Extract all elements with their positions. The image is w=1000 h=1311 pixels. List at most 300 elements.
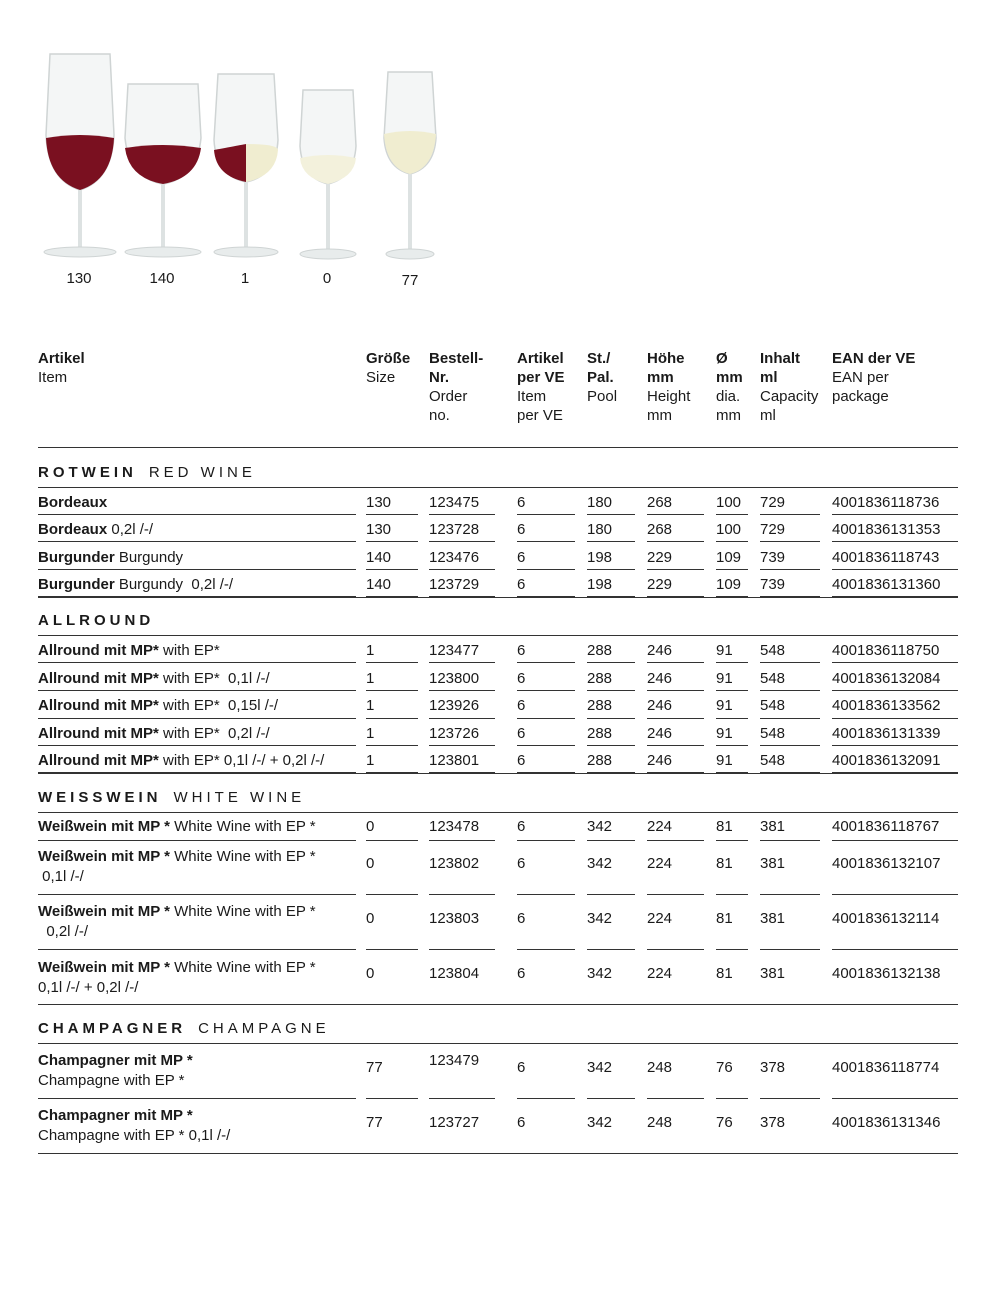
item-name-line2: 0,2l /-/ [38, 923, 89, 940]
cell-dia: 91 [716, 752, 733, 769]
header-label: Größe [366, 350, 411, 367]
cell-pal: 342 [587, 855, 613, 872]
cell-ean: 4001836118767 [832, 818, 940, 835]
table-row [0, 516, 1000, 542]
header-label: Pool [587, 388, 618, 405]
header-label: Bestell- [429, 350, 484, 367]
row-underline [517, 1098, 575, 1099]
glass-size-label: 130 [66, 270, 92, 287]
cell-height: 229 [647, 576, 673, 593]
cell-cap: 548 [760, 697, 786, 714]
row-underline [517, 541, 575, 542]
cell-size: 130 [366, 521, 392, 538]
row-underline [587, 894, 635, 895]
cell-dia: 91 [716, 697, 733, 714]
row-underline [647, 662, 704, 663]
item-name-detail: with EP* 0,1l /-/ [158, 670, 270, 687]
header-inhalt [760, 349, 818, 425]
row-underline [760, 514, 820, 515]
row-underline [716, 949, 748, 950]
cell-per-ve: 6 [517, 752, 526, 769]
item-name-bold: Allround mit MP* [38, 697, 159, 714]
cell-per-ve: 6 [517, 670, 526, 687]
cell-height: 224 [647, 818, 673, 835]
cell-name [38, 641, 220, 661]
cell-ean: 4001836131353 [832, 521, 941, 538]
cell-height: 246 [647, 642, 673, 659]
glass-size-label: 77 [401, 272, 419, 289]
header-label: dia. [716, 388, 741, 405]
item-name-line2: 0,1l /-/ [38, 868, 84, 885]
header-label: Inhalt [760, 350, 800, 367]
row-underline [832, 541, 958, 542]
cell-size: 0 [366, 855, 375, 872]
section-subtitle: WHITE WINE [173, 789, 306, 806]
header-label: Nr. [429, 369, 450, 386]
cell-per-ve: 6 [517, 725, 526, 742]
cell-cap: 378 [760, 1114, 786, 1131]
header-label: package [832, 388, 889, 405]
item-name-detail: with EP* 0,2l /-/ [158, 725, 270, 742]
cell-dia: 91 [716, 670, 733, 687]
cell-order: 123802 [429, 855, 480, 872]
cell-name [38, 1106, 230, 1146]
row-underline [587, 541, 635, 542]
item-name-detail: White Wine with EP * [169, 848, 316, 865]
cell-size: 1 [366, 697, 375, 714]
cell-per-ve: 6 [517, 642, 526, 659]
cell-ean: 4001836131339 [832, 725, 941, 742]
cell-ean: 4001836132107 [832, 855, 941, 872]
item-name-detail: Burgundy 0,2l /-/ [114, 576, 234, 593]
cell-name [38, 902, 316, 942]
cell-size: 1 [366, 642, 375, 659]
cell-cap: 729 [760, 494, 786, 511]
cell-per-ve: 6 [517, 576, 526, 593]
cell-name [38, 575, 233, 595]
table-row [0, 719, 1000, 746]
row-underline [517, 514, 575, 515]
row-underline [716, 662, 748, 663]
row-underline [517, 662, 575, 663]
header-label: Pal. [587, 369, 614, 386]
item-name-detail: with EP* 0,1l /-/ + 0,2l /-/ [158, 752, 325, 769]
row-underline [760, 1098, 820, 1099]
row-underline [832, 949, 958, 950]
header-bestell [429, 349, 483, 425]
header-dia [716, 349, 743, 425]
cell-ean: 4001836131360 [832, 576, 941, 593]
header-st-pal [587, 349, 617, 406]
cell-dia: 91 [716, 642, 733, 659]
cell-name [38, 751, 324, 771]
cell-size: 77 [366, 1114, 383, 1131]
item-name-detail: White Wine with EP * [169, 818, 316, 835]
header-label: ml [760, 407, 776, 424]
cell-ean: 4001836132138 [832, 965, 941, 982]
table-row [0, 841, 1000, 895]
cell-order: 123804 [429, 965, 480, 982]
row-underline [366, 1098, 418, 1099]
row-underline [760, 949, 820, 950]
row-underline [587, 514, 635, 515]
table-row [0, 896, 1000, 950]
item-name-detail: with EP* 0,15l /-/ [158, 697, 279, 714]
cell-dia: 81 [716, 818, 733, 835]
item-name-bold: Allround mit MP* [38, 670, 159, 687]
row-underline [366, 949, 418, 950]
cell-name [38, 669, 270, 689]
table-row [0, 814, 1000, 841]
glass-size-label: 0 [322, 270, 332, 287]
cell-pal: 288 [587, 670, 613, 687]
cell-size: 1 [366, 670, 375, 687]
cell-per-ve: 6 [517, 910, 526, 927]
cell-size: 1 [366, 752, 375, 769]
row-underline [429, 514, 495, 515]
cell-per-ve: 6 [517, 697, 526, 714]
header-label: per VE [517, 407, 563, 424]
table-row [0, 1045, 1000, 1099]
cell-size: 1 [366, 725, 375, 742]
cell-size: 0 [366, 965, 375, 982]
cell-name [38, 1051, 193, 1091]
table-row [0, 691, 1000, 719]
cell-order: 123729 [429, 576, 480, 593]
header-label: mm [647, 369, 674, 386]
row-underline [760, 894, 820, 895]
cell-cap: 381 [760, 910, 786, 927]
cell-pal: 198 [587, 549, 613, 566]
glass-allround-image [210, 70, 282, 262]
item-name-detail: with EP* [158, 642, 220, 659]
cell-dia: 91 [716, 725, 733, 742]
row-underline [760, 541, 820, 542]
cell-order: 123728 [429, 521, 480, 538]
cell-height: 224 [647, 965, 673, 982]
item-name-line2: 0,1l /-/ + 0,2l /-/ [38, 979, 139, 996]
item-name-detail: White Wine with EP * [169, 959, 316, 976]
row-underline [429, 1098, 495, 1099]
cell-pal: 342 [587, 1114, 613, 1131]
cell-dia: 81 [716, 855, 733, 872]
cell-size: 140 [366, 549, 392, 566]
row-underline [366, 894, 418, 895]
item-name-bold: Bordeaux [38, 494, 108, 511]
cell-per-ve: 6 [517, 521, 526, 538]
header-label: Item [38, 369, 68, 386]
cell-pal: 342 [587, 1059, 613, 1076]
row-underline [832, 1098, 958, 1099]
cell-pal: 198 [587, 576, 613, 593]
header-label: no. [429, 407, 450, 424]
cell-name [38, 548, 183, 568]
item-name-detail: White Wine with EP * [169, 903, 316, 920]
cell-ean: 4001836118743 [832, 549, 940, 566]
row-underline [429, 894, 495, 895]
cell-order: 123801 [429, 752, 480, 769]
row-underline [38, 1098, 356, 1099]
row-underline [366, 541, 418, 542]
cell-cap: 548 [760, 752, 786, 769]
cell-ean: 4001836118736 [832, 494, 940, 511]
cell-pal: 288 [587, 697, 613, 714]
cell-name [38, 847, 316, 887]
header-label: per VE [517, 369, 565, 386]
item-name-bold: Allround mit MP* [38, 642, 159, 659]
cell-cap: 548 [760, 642, 786, 659]
cell-height: 246 [647, 697, 673, 714]
cell-per-ve: 6 [517, 1059, 526, 1076]
item-name-detail: Burgundy [114, 549, 184, 566]
section-subtitle: RED WINE [148, 464, 256, 481]
cell-height: 268 [647, 521, 673, 538]
item-name-bold: Allround mit MP* [38, 752, 159, 769]
cell-cap: 381 [760, 965, 786, 982]
header-artikel [38, 349, 85, 387]
cell-order: 123726 [429, 725, 480, 742]
section-divider [38, 1043, 958, 1044]
row-underline [517, 949, 575, 950]
item-name-bold: Champagner mit MP * [38, 1107, 193, 1124]
row-underline [716, 894, 748, 895]
cell-ean: 4001836132114 [832, 910, 940, 927]
cell-per-ve: 6 [517, 549, 526, 566]
cell-height: 246 [647, 752, 673, 769]
cell-cap: 739 [760, 576, 786, 593]
header-label: EAN der VE [832, 350, 916, 367]
cell-pal: 342 [587, 965, 613, 982]
section-bottom-divider [38, 597, 958, 598]
cell-height: 229 [647, 549, 673, 566]
row-underline [716, 541, 748, 542]
cell-order: 123479 [429, 1052, 480, 1069]
header-ean [832, 349, 915, 406]
header-label: Artikel [517, 350, 564, 367]
cell-size: 0 [366, 910, 375, 927]
item-name-line2: Champagne with EP * [38, 1072, 185, 1089]
cell-height: 224 [647, 855, 673, 872]
cell-ean: 4001836132084 [832, 670, 941, 687]
cell-dia: 100 [716, 521, 742, 538]
item-name-bold: Bordeaux [38, 521, 108, 538]
row-underline [366, 662, 418, 663]
cell-dia: 76 [716, 1059, 733, 1076]
item-name-line2: Champagne with EP * 0,1l /-/ [38, 1127, 231, 1144]
cell-cap: 381 [760, 855, 786, 872]
section-title: ALLROUND [38, 612, 155, 629]
cell-cap: 739 [760, 549, 786, 566]
cell-order: 123478 [429, 818, 480, 835]
section-divider [38, 812, 958, 813]
cell-order: 123477 [429, 642, 480, 659]
row-underline [587, 662, 635, 663]
cell-ean: 4001836118750 [832, 642, 940, 659]
glass-size-label: 140 [149, 270, 175, 287]
header-divider [38, 447, 958, 448]
item-name-bold: Weißwein mit MP * [38, 848, 170, 865]
table-row [0, 489, 1000, 515]
header-label: Artikel [38, 350, 85, 367]
cell-cap: 548 [760, 725, 786, 742]
cell-height: 268 [647, 494, 673, 511]
header-label: mm [716, 407, 741, 424]
item-name-bold: Allround mit MP* [38, 725, 159, 742]
cell-dia: 81 [716, 910, 733, 927]
row-underline [647, 894, 704, 895]
cell-name [38, 696, 278, 716]
header-label: Order [429, 388, 468, 405]
header-label: St./ [587, 350, 611, 367]
row-underline [429, 662, 495, 663]
section-weisswein [38, 789, 305, 806]
cell-size: 130 [366, 494, 392, 511]
cell-per-ve: 6 [517, 1114, 526, 1131]
cell-cap: 548 [760, 670, 786, 687]
row-underline [587, 949, 635, 950]
row-underline [38, 662, 356, 663]
row-underline [38, 541, 356, 542]
cell-pal: 180 [587, 521, 613, 538]
row-underline [716, 1098, 748, 1099]
cell-size: 77 [366, 1059, 383, 1076]
table-row [0, 746, 1000, 773]
row-underline [832, 662, 958, 663]
cell-cap: 381 [760, 818, 786, 835]
section-title: ROTWEIN [38, 464, 137, 481]
cell-size: 140 [366, 576, 392, 593]
cell-dia: 109 [716, 549, 742, 566]
row-underline [832, 894, 958, 895]
section-title: WEISSWEIN [38, 789, 162, 806]
header-label: Ø [716, 350, 728, 367]
glass-weisswein-image [296, 86, 360, 262]
cell-order: 123475 [429, 494, 480, 511]
cell-order: 123800 [429, 670, 480, 687]
row-underline [647, 1098, 704, 1099]
cell-per-ve: 6 [517, 494, 526, 511]
table-row [0, 543, 1000, 570]
cell-order: 123476 [429, 549, 480, 566]
row-underline [429, 541, 495, 542]
row-underline [647, 541, 704, 542]
cell-ean: 4001836132091 [832, 752, 941, 769]
cell-height: 246 [647, 725, 673, 742]
table-row [0, 951, 1000, 1005]
section-allround [38, 612, 154, 629]
item-name-bold: Burgunder [38, 549, 115, 566]
row-underline [647, 949, 704, 950]
table-row [0, 664, 1000, 691]
header-hoehe [647, 349, 690, 425]
cell-pal: 180 [587, 494, 613, 511]
cell-pal: 288 [587, 642, 613, 659]
cell-height: 224 [647, 910, 673, 927]
cell-pal: 288 [587, 752, 613, 769]
table-row [0, 637, 1000, 663]
item-name-bold: Burgunder [38, 576, 115, 593]
row-underline [587, 1098, 635, 1099]
cell-dia: 76 [716, 1114, 733, 1131]
cell-ean: 4001836133562 [832, 697, 941, 714]
header-label: mm [647, 407, 672, 424]
row-underline [517, 894, 575, 895]
header-label: Höhe [647, 350, 685, 367]
item-name-bold: Champagner mit MP * [38, 1052, 193, 1069]
item-name-bold: Weißwein mit MP * [38, 903, 170, 920]
table-row [0, 1100, 1000, 1154]
header-label: EAN per [832, 369, 889, 386]
cell-name [38, 493, 107, 513]
table-row [0, 570, 1000, 597]
header-label: Item [517, 388, 547, 405]
cell-per-ve: 6 [517, 855, 526, 872]
cell-name [38, 958, 316, 998]
section-bottom-divider [38, 1153, 958, 1154]
cell-dia: 81 [716, 965, 733, 982]
row-underline [429, 949, 495, 950]
cell-name [38, 817, 316, 837]
glass-bordeaux-image [40, 40, 120, 260]
cell-cap: 378 [760, 1059, 786, 1076]
row-underline [38, 894, 356, 895]
section-subtitle: CHAMPAGNE [198, 1020, 330, 1037]
cell-ean: 4001836131346 [832, 1114, 941, 1131]
row-underline [716, 514, 748, 515]
cell-height: 248 [647, 1059, 673, 1076]
header-label: Height [647, 388, 691, 405]
section-bottom-divider [38, 773, 958, 774]
section-bottom-divider [38, 1004, 958, 1005]
row-underline [38, 949, 356, 950]
header-label: Size [366, 369, 396, 386]
header-groesse [366, 349, 410, 387]
cell-size: 0 [366, 818, 375, 835]
cell-per-ve: 6 [517, 965, 526, 982]
glass-size-label: 1 [240, 270, 250, 287]
cell-order: 123727 [429, 1114, 480, 1131]
section-divider [38, 635, 958, 636]
row-underline [38, 514, 356, 515]
row-underline [366, 514, 418, 515]
cell-pal: 342 [587, 818, 613, 835]
row-underline [832, 514, 958, 515]
header-label: Capacity [760, 388, 819, 405]
cell-height: 248 [647, 1114, 673, 1131]
cell-name [38, 520, 153, 540]
cell-per-ve: 6 [517, 818, 526, 835]
glass-champagner-image [380, 68, 440, 264]
cell-ean: 4001836118774 [832, 1059, 940, 1076]
cell-order: 123926 [429, 697, 480, 714]
item-name-bold: Weißwein mit MP * [38, 818, 170, 835]
item-name-detail: 0,2l /-/ [107, 521, 154, 538]
cell-dia: 100 [716, 494, 742, 511]
header-artikel-ve [517, 349, 565, 425]
cell-dia: 109 [716, 576, 742, 593]
header-label: ml [760, 369, 778, 386]
item-name-bold: Weißwein mit MP * [38, 959, 170, 976]
cell-height: 246 [647, 670, 673, 687]
row-underline [647, 514, 704, 515]
section-rotwein [38, 464, 256, 481]
cell-name [38, 724, 270, 744]
glass-burgunder-image [122, 78, 204, 260]
section-divider [38, 487, 958, 488]
cell-pal: 288 [587, 725, 613, 742]
cell-order: 123803 [429, 910, 480, 927]
section-champagner [38, 1020, 330, 1037]
